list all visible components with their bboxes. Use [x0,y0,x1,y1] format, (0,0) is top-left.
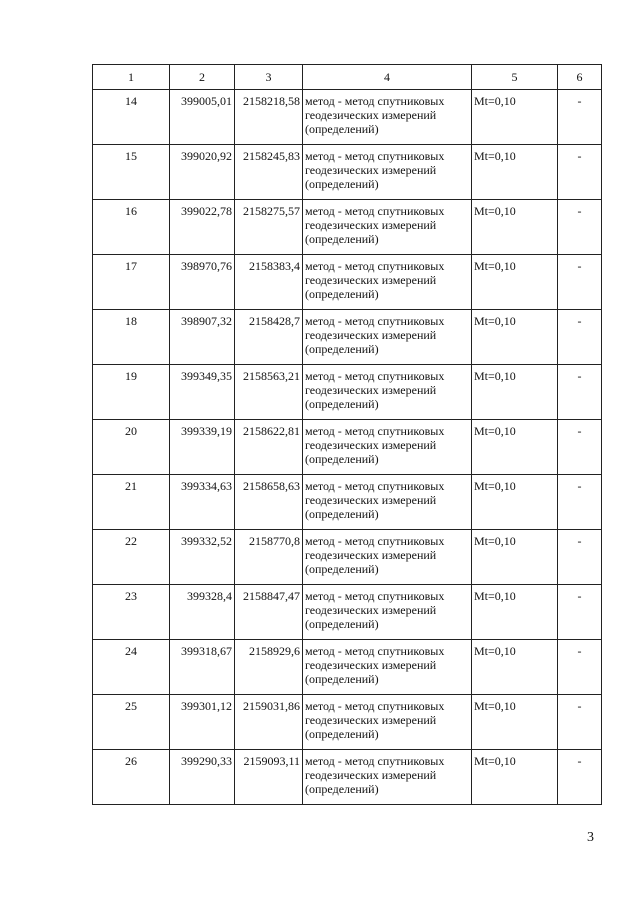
method-cell: метод - метод спутниковых геодезических измерений (определений) [303,695,472,750]
extra-cell: - [558,585,602,640]
header-col-6: 6 [558,65,602,90]
method-cell: метод - метод спутниковых геодезических измерений (определений) [303,475,472,530]
extra-cell: - [558,695,602,750]
extra-cell: - [558,365,602,420]
table-row [93,475,602,530]
table-row [93,695,602,750]
method-cell: метод - метод спутниковых геодезических измерений (определений) [303,420,472,475]
method-cell: метод - метод спутниковых геодезических измерений (определений) [303,640,472,695]
coordinate-x-cell: 398970,76 [170,255,235,310]
coordinate-y-cell: 2158770,8 [235,530,303,585]
header-col-4: 4 [303,65,472,90]
coordinate-x-cell: 399318,67 [170,640,235,695]
method-cell: метод - метод спутниковых геодезических измерений (определений) [303,255,472,310]
extra-cell: - [558,200,602,255]
coordinate-x-cell: 399339,19 [170,420,235,475]
point-number-cell: 26 [93,750,170,805]
coordinate-y-cell: 2158622,81 [235,420,303,475]
table-row [93,750,602,805]
extra-cell: - [558,640,602,695]
accuracy-cell: Mt=0,10 [472,530,558,585]
header-col-3: 3 [235,65,303,90]
extra-cell: - [558,90,602,145]
extra-cell: - [558,475,602,530]
method-cell: метод - метод спутниковых геодезических измерений (определений) [303,585,472,640]
coordinate-x-cell: 399332,52 [170,530,235,585]
table-header-row [93,65,602,90]
accuracy-cell: Mt=0,10 [472,310,558,365]
accuracy-cell: Mt=0,10 [472,420,558,475]
method-cell: метод - метод спутниковых геодезических измерений (определений) [303,530,472,585]
accuracy-cell: Mt=0,10 [472,475,558,530]
coordinate-y-cell: 2158847,47 [235,585,303,640]
method-cell: метод - метод спутниковых геодезических измерений (определений) [303,200,472,255]
table-row [93,420,602,475]
coordinate-x-cell: 399301,12 [170,695,235,750]
table-row [93,585,602,640]
accuracy-cell: Mt=0,10 [472,750,558,805]
point-number-cell: 18 [93,310,170,365]
point-number-cell: 19 [93,365,170,420]
table-row [93,145,602,200]
coordinate-y-cell: 2158428,7 [235,310,303,365]
point-number-cell: 21 [93,475,170,530]
point-number-cell: 23 [93,585,170,640]
table-body [93,90,602,805]
coordinate-y-cell: 2158275,57 [235,200,303,255]
point-number-cell: 25 [93,695,170,750]
method-cell: метод - метод спутниковых геодезических измерений (определений) [303,310,472,365]
table-row [93,255,602,310]
header-col-2: 2 [170,65,235,90]
method-cell: метод - метод спутниковых геодезических измерений (определений) [303,145,472,200]
coordinate-x-cell: 399349,35 [170,365,235,420]
header-col-1: 1 [93,65,170,90]
point-number-cell: 20 [93,420,170,475]
accuracy-cell: Mt=0,10 [472,90,558,145]
extra-cell: - [558,420,602,475]
accuracy-cell: Mt=0,10 [472,255,558,310]
method-cell: метод - метод спутниковых геодезических измерений (определений) [303,365,472,420]
coordinate-x-cell: 399334,63 [170,475,235,530]
accuracy-cell: Mt=0,10 [472,365,558,420]
page-number: 3 [587,830,594,845]
accuracy-cell: Mt=0,10 [472,695,558,750]
table-row [93,200,602,255]
point-number-cell: 24 [93,640,170,695]
extra-cell: - [558,145,602,200]
accuracy-cell: Mt=0,10 [472,200,558,255]
coordinate-x-cell: 399020,92 [170,145,235,200]
point-number-cell: 16 [93,200,170,255]
method-cell: метод - метод спутниковых геодезических измерений (определений) [303,90,472,145]
table-row [93,365,602,420]
method-cell: метод - метод спутниковых геодезических измерений (определений) [303,750,472,805]
coordinate-x-cell: 399290,33 [170,750,235,805]
point-number-cell: 14 [93,90,170,145]
coordinate-x-cell: 398907,32 [170,310,235,365]
coordinates-table [92,64,602,805]
point-number-cell: 22 [93,530,170,585]
coordinate-y-cell: 2158383,4 [235,255,303,310]
point-number-cell: 17 [93,255,170,310]
coordinate-x-cell: 399005,01 [170,90,235,145]
coordinate-y-cell: 2158218,58 [235,90,303,145]
coordinate-y-cell: 2159031,86 [235,695,303,750]
table-row [93,90,602,145]
extra-cell: - [558,530,602,585]
table-row [93,640,602,695]
coordinate-y-cell: 2158658,63 [235,475,303,530]
accuracy-cell: Mt=0,10 [472,640,558,695]
coordinate-y-cell: 2158563,21 [235,365,303,420]
coordinate-x-cell: 399022,78 [170,200,235,255]
extra-cell: - [558,310,602,365]
coordinate-y-cell: 2159093,11 [235,750,303,805]
coordinate-y-cell: 2158929,6 [235,640,303,695]
table-row [93,310,602,365]
extra-cell: - [558,255,602,310]
coordinate-x-cell: 399328,4 [170,585,235,640]
accuracy-cell: Mt=0,10 [472,145,558,200]
table-row [93,530,602,585]
header-col-5: 5 [472,65,558,90]
extra-cell: - [558,750,602,805]
accuracy-cell: Mt=0,10 [472,585,558,640]
coordinate-y-cell: 2158245,83 [235,145,303,200]
point-number-cell: 15 [93,145,170,200]
